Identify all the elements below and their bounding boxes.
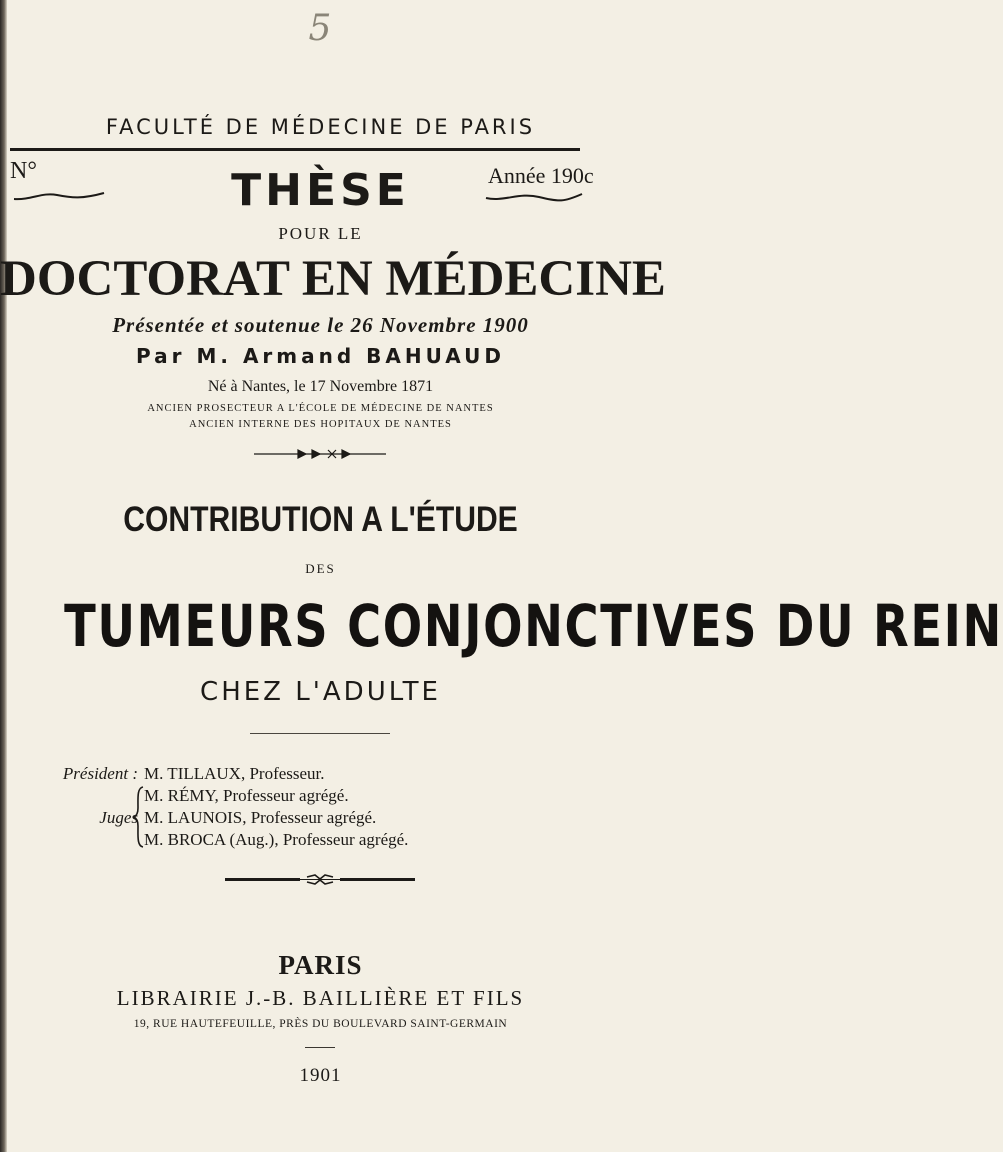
number-label: N° [10,158,37,184]
president-role-label: Président : [62,764,138,783]
judges-brace [133,786,145,848]
author-line: Par M. Armand BAHUAUD [136,344,505,368]
judge-name: M. LAUNOIS, Professeur agrégé. [144,808,377,827]
middle-rule [250,733,390,734]
author-birth-line: Né à Nantes, le 17 Novembre 1871 [207,378,434,395]
top-rule [10,148,580,151]
publication-year: 1901 [299,1065,342,1086]
president-name: M. TILLAUX, Professeur. [144,764,325,783]
publisher-city: PARIS [278,950,363,980]
year-squiggle-ornament [484,192,584,204]
year-label: Année 190c [488,163,594,188]
pour-le-label: POUR LE [278,224,363,243]
handwritten-mark: 5 [308,8,332,49]
small-ornament-divider [252,448,388,460]
publisher-name: LIBRAIRIE J.-B. BAILLIÈRE ET FILS [116,986,525,1010]
contribution-heading: CONTRIBUTION A L'ÉTUDE [123,500,518,539]
author-role-prosecteur: ANCIEN PROSECTEUR A L'ÉCOLE DE MÉDECINE DE NANTES [147,403,494,414]
defense-date-line: Présentée et soutenue le 26 Novembre 1900 [112,313,529,337]
judge-name: M. RÉMY, Professeur agrégé. [144,786,349,805]
des-label: DES [305,561,336,576]
these-title: THÈSE [231,165,410,216]
faculty-heading: FACULTÉ DE MÉDECINE DE PARIS [105,115,536,139]
chez-adulte-heading: CHEZ L'ADULTE [200,677,441,707]
short-rule [305,1047,335,1048]
publisher-address: 19, RUE HAUTEFEUILLE, PRÈS DU BOULEVARD SAINT-GERMAIN [133,1018,508,1030]
author-role-interne: ANCIEN INTERNE DES HOPITAUX DE NANTES [189,419,452,430]
judge-name: M. BROCA (Aug.), Professeur agrégé. [144,830,409,849]
double-rule-ornament [225,872,415,888]
judges-role-label: Juges [99,808,138,827]
doctorat-heading: DOCTORAT EN MÉDECINE [0,251,666,307]
thesis-subject-title: TUMEURS CONJONCTIVES DU REIN [64,592,1003,660]
